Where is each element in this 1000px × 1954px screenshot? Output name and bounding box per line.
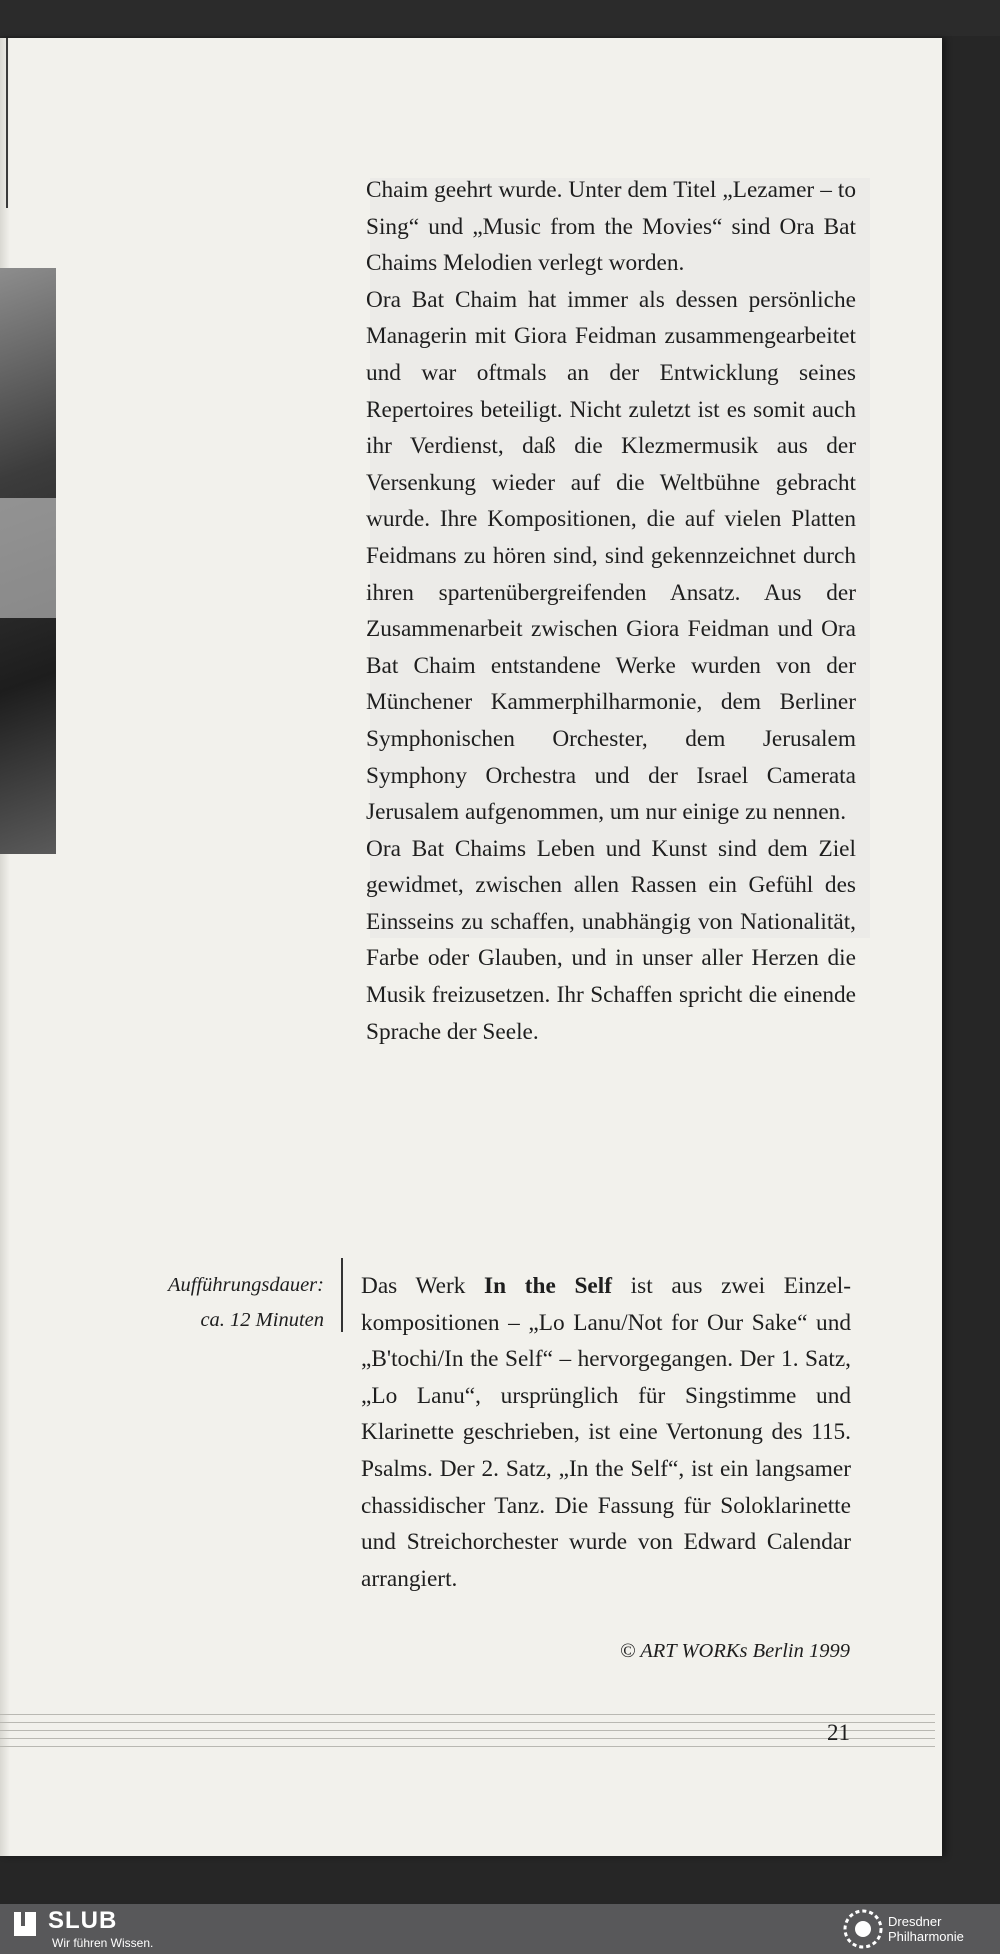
paragraph-life-and-art: Ora Bat Chaims Leben und Kunst sind dem Ziel gewidmet, zwischen allen Rassen ein Gefühl des Einsseins zu schaffen, unabhängig von Nationalität, Farbe oder Glauben, und in unser aller Herzen die Musik freizusetzen. Ihr Schaffen spricht die einende Sprache der Seele. bbox=[366, 835, 856, 1045]
philharmonie-logo-icon[interactable] bbox=[843, 1909, 883, 1949]
work-description bbox=[361, 1268, 851, 1597]
staff-lines-ornament bbox=[0, 1714, 935, 1754]
work-intro: Das Werk bbox=[361, 1273, 485, 1299]
philharmonie-name[interactable] bbox=[888, 1914, 964, 1944]
scanner-background-top bbox=[0, 0, 1000, 36]
cropped-photograph bbox=[0, 268, 56, 854]
page-number: 21 bbox=[827, 1720, 850, 1745]
work-title: In the Self bbox=[484, 1273, 612, 1299]
copyright-notice: © ART WORKs Berlin 1999 bbox=[619, 1640, 850, 1662]
philharmonie-name-line1: Dresdner bbox=[888, 1914, 942, 1929]
paragraph-collaboration: Ora Bat Chaim hat immer als dessen persönliche Managerin mit Giora Feidman zusammengearbeitet und war oftmals an der Entwicklung seines Repertoires beteiligt. Nicht zuletzt ist es somit auch ihr Verdienst, daß die Klezmermusik aus der Versenkung wieder auf die Weltbühne gebracht wurde. Ihre Kompositionen, die auf vielen Platten Feidmans zu hören sind, sind gekennzeichnet durch ihren spartenübergreifenden Ansatz. Aus der Zusammenarbeit zwischen Giora Feidman und Ora Bat Chaim entstandene Werke wurden von der Münchener Kammerphilharmonie, dem Berliner Symphonischen Orchester, dem Jerusalem Symphony Orchestra und der Israel Camerata Jerusalem aufgenommen, um nur einige zu nennen. bbox=[366, 286, 856, 826]
slub-title[interactable]: SLUB bbox=[48, 1907, 118, 1934]
library-footer-bar bbox=[0, 1904, 1000, 1954]
performance-duration-note bbox=[100, 1268, 324, 1338]
page-fold-line bbox=[6, 38, 8, 208]
paragraph-in-the-self bbox=[361, 1268, 851, 1597]
paragraph-melodies: Chaim geehrt wurde. Unter dem Titel „Lezamer – to Sing“ und „Music from the Movies“ sind Ora Bat Chaims Melodien verlegt worden. bbox=[366, 177, 856, 277]
slub-tagline: Wir führen Wissen. bbox=[52, 1936, 154, 1950]
duration-value: ca. 12 Minuten bbox=[200, 1309, 324, 1331]
slub-logo-icon[interactable] bbox=[14, 1912, 36, 1936]
philharmonie-name-line2: Philharmonie bbox=[888, 1929, 964, 1944]
main-text-column bbox=[366, 172, 856, 1050]
duration-label: Aufführungsdauer: bbox=[167, 1274, 324, 1296]
sidebar-divider bbox=[341, 1258, 343, 1332]
work-details: ist aus zwei Einzelkompositionen – „Lo Lanu/Not for Our Sake“ und „B'tochi/In the Self“ – hervorgegangen. Der 1. Satz, „Lo Lanu“, ursprünglich für Singstimme und Klarinette geschrieben, ist eine Vertonung des 115. Psalms. Der 2. Satz, „In the Self“, ist ein langsamer chassidischer Tanz. Die Fassung für Soloklarinette und Streichorchester wurde von Edward Calendar arrangiert. bbox=[361, 1273, 851, 1592]
